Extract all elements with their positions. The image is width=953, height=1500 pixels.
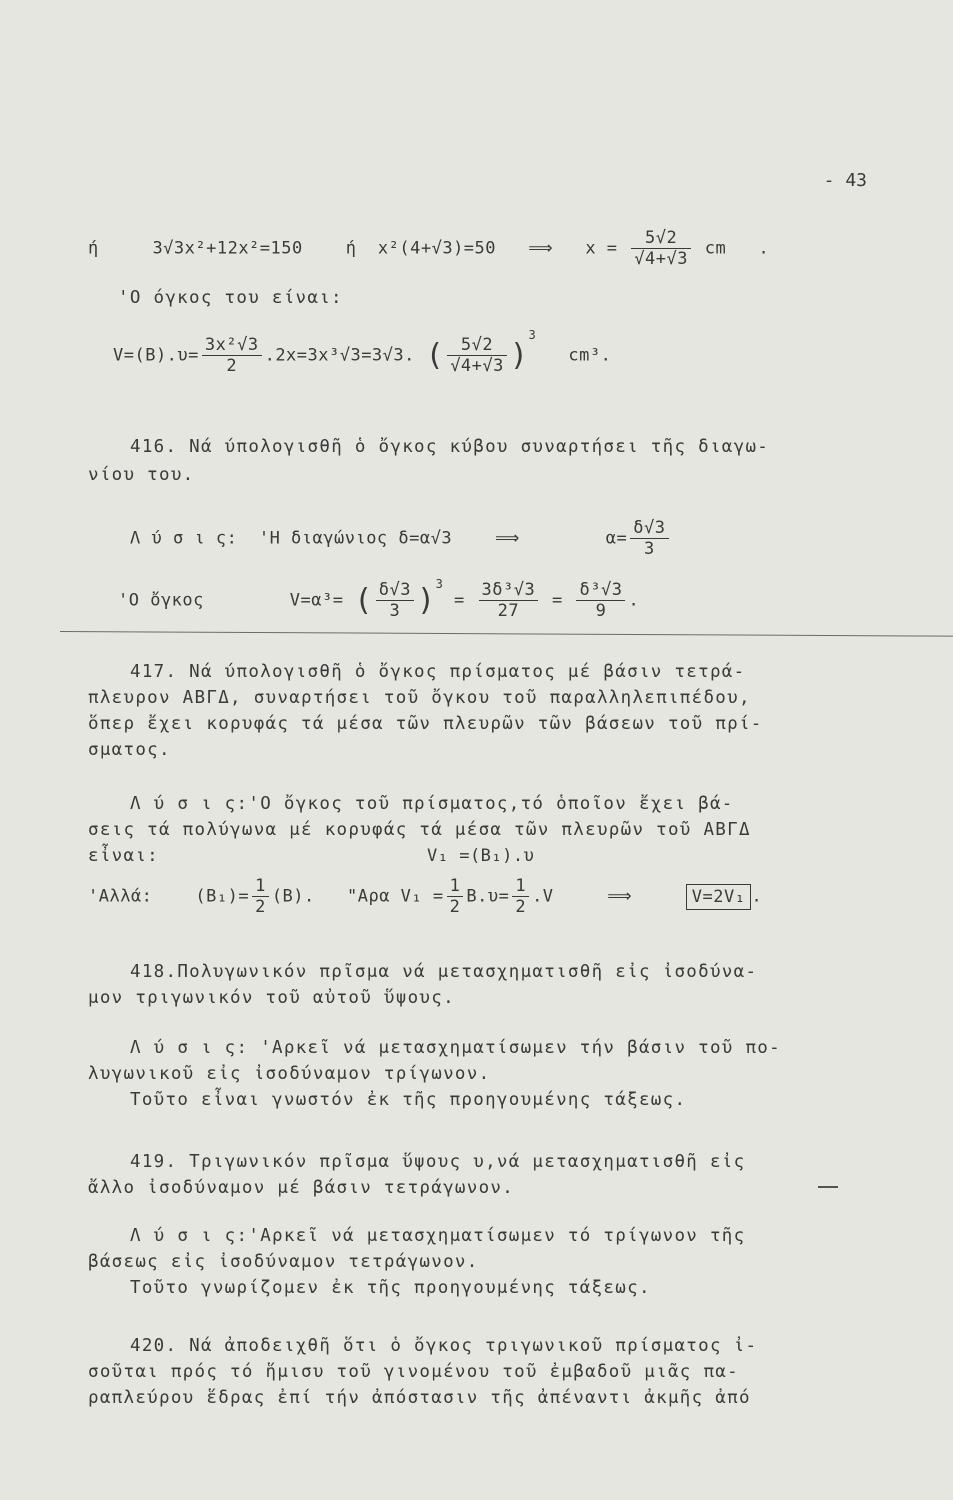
fraction-vol-3: $\frac{\text{δ³√3}}{9}$ [576, 580, 625, 621]
fraction-half-2: $\frac{1}{2}$ [447, 876, 464, 917]
solution-417-line3: εἶναι: [88, 846, 160, 866]
fraction-half-1: $\frac{1}{2}$ [252, 876, 269, 917]
problem-419-line1: 419. Τριγωνικόν πρῖσμα ὕψους υ,νά μετασχηματισθῆ εἰς [130, 1152, 746, 1172]
equation-line-x: ή 3√3x²+12x²=150 ή x²(4+√3)=50 ⟹ x = $\frac{5√2}{√4+√3}$ cm . [88, 228, 770, 269]
dash-mark [818, 1186, 838, 1188]
fraction-x-paren: $\frac{5√2}{√4+√3}$ [447, 335, 507, 376]
solution-419-line1: Λ ύ σ ι ς:'Αρκεῖ νά μετασχηματίσωμεν τό τρίγωνον τῆς [130, 1226, 746, 1246]
solution-417-line1: Λ ύ σ ι ς:'Ο ὄγκος τοῦ πρίσματος,τό ὁποῖον ἔχει βά- [130, 794, 734, 814]
problem-416-line1: 416. Νά ύπολογισθῆ ὁ ὄγκος κύβου συναρτήσει τῆς διαγω- [130, 437, 770, 457]
volume-intro: 'Ο όγκος του είναι: [118, 288, 343, 308]
problem-419-line2: ἄλλο ἰσοδύναμον μέ βάσιν τετράγωνον. [88, 1178, 515, 1198]
solution-417-line2: σεις τά πολύγωνα μέ κορυφάς τά μέσα τῶν πλευρῶν τοῦ ΑΒΓΔ [88, 820, 751, 840]
solution-419-line3: Τοῦτο γνωρίζομεν ἐκ τῆς προηγουμένης τάξεως. [130, 1278, 651, 1298]
fraction-x: $\frac{5√2}{√4+√3}$ [631, 228, 691, 269]
problem-417-line2: πλευρον ΑΒΓΔ, συναρτήσει τοῦ ὄγκου τοῦ παραλληλεπιπέδου, [88, 688, 751, 708]
solution-417-v1: V₁ =(B₁).υ [427, 846, 535, 866]
solution-417-alla: 'Αλλά: (B₁)= $\frac{1}{2}$ (B). "Αρα V₁ = $\frac{1}{2}$ B.υ= $\frac{1}{2}$ .V ⟹ V=2V₁ . [88, 876, 763, 917]
problem-420-line3: ραπλεύρου ἕδρας ἐπί τήν ἀπόστασιν τῆς ἀπέναντι ἀκμῆς ἀπό [88, 1388, 751, 1408]
fraction-vol-paren: $\frac{\delta√3}{3}$ [376, 580, 414, 621]
problem-420-line2: σοῦται πρός τό ἥμισυ τοῦ γινομένου τοῦ ἐμβαδοῦ μιᾶς πα- [88, 1362, 739, 1382]
solution-418-line2: λυγωνικοῦ εἰς ἰσοδύναμον τρίγωνον. [88, 1064, 491, 1084]
result-box: V=2V₁ [686, 884, 752, 910]
problem-417-line1: 417. Νά ύπολογισθῆ ὁ ὄγκος πρίσματος μέ βάσιν τετρά- [130, 662, 746, 682]
fraction-half-3: $\frac{1}{2}$ [512, 876, 529, 917]
solution-416-diagonal: Λ ύ σ ι ς: 'Η διαγώνιος δ=α√3 ⟹ α= $\frac{\delta√3}{3}$ [130, 518, 672, 559]
solution-418-line3: Τοῦτο εἶναι γνωστόν ἐκ τῆς προηγουμένης τάξεως. [130, 1090, 687, 1110]
separator-line [60, 631, 953, 637]
solution-416-volume: 'Ο ὄγκος V=α³= ( $\frac{\delta√3}{3}$ )$^3$ = $\frac{\text{3δ³√3}}{27}$ = $\frac{\text{δ³√3}}{9}$ . [118, 576, 640, 621]
page-number: - 43 [823, 170, 867, 191]
problem-416-line2: νίου του. [88, 465, 195, 485]
problem-417-line4: σματος. [88, 740, 171, 760]
solution-419-line2: βάσεως εἰς ἰσοδύναμον τετράγωνον. [88, 1252, 479, 1272]
fraction-vol-2: $\frac{\text{3δ³√3}}{27}$ [479, 580, 539, 621]
solution-418-line1: Λ ύ σ ι ς: 'Αρκεῖ νά μετασχηματίσωμεν τήν βάσιν τοῦ πο- [130, 1038, 781, 1058]
fraction-base: $\frac{\text{3x²√3}}{2}$ [202, 335, 262, 376]
problem-420-line1: 420. Νά ἀποδειχθῆ ὅτι ὁ ὄγκος τριγωνικοῦ πρίσματος ἰ- [130, 1336, 758, 1356]
fraction-alpha: $\frac{\delta√3}{3}$ [630, 518, 668, 559]
problem-418-line2: μον τριγωνικόν τοῦ αὐτοῦ ὕψους. [88, 988, 455, 1008]
problem-417-line3: ὅπερ ἔχει κορυφάς τά μέσα τῶν πλευρῶν τῶν βάσεων τοῦ πρί- [88, 714, 763, 734]
problem-418-line1: 418.Πολυγωνικόν πρῖσμα νά μετασχηματισθῆ εἰς ἰσοδύνα- [130, 962, 758, 982]
volume-equation: V=(B).υ= $\frac{\text{3x²√3}}{2}$ .2x=3x³√3=3√3. ( $\frac{5√2}{√4+√3}$ )$^3$ cm³. [113, 327, 612, 376]
